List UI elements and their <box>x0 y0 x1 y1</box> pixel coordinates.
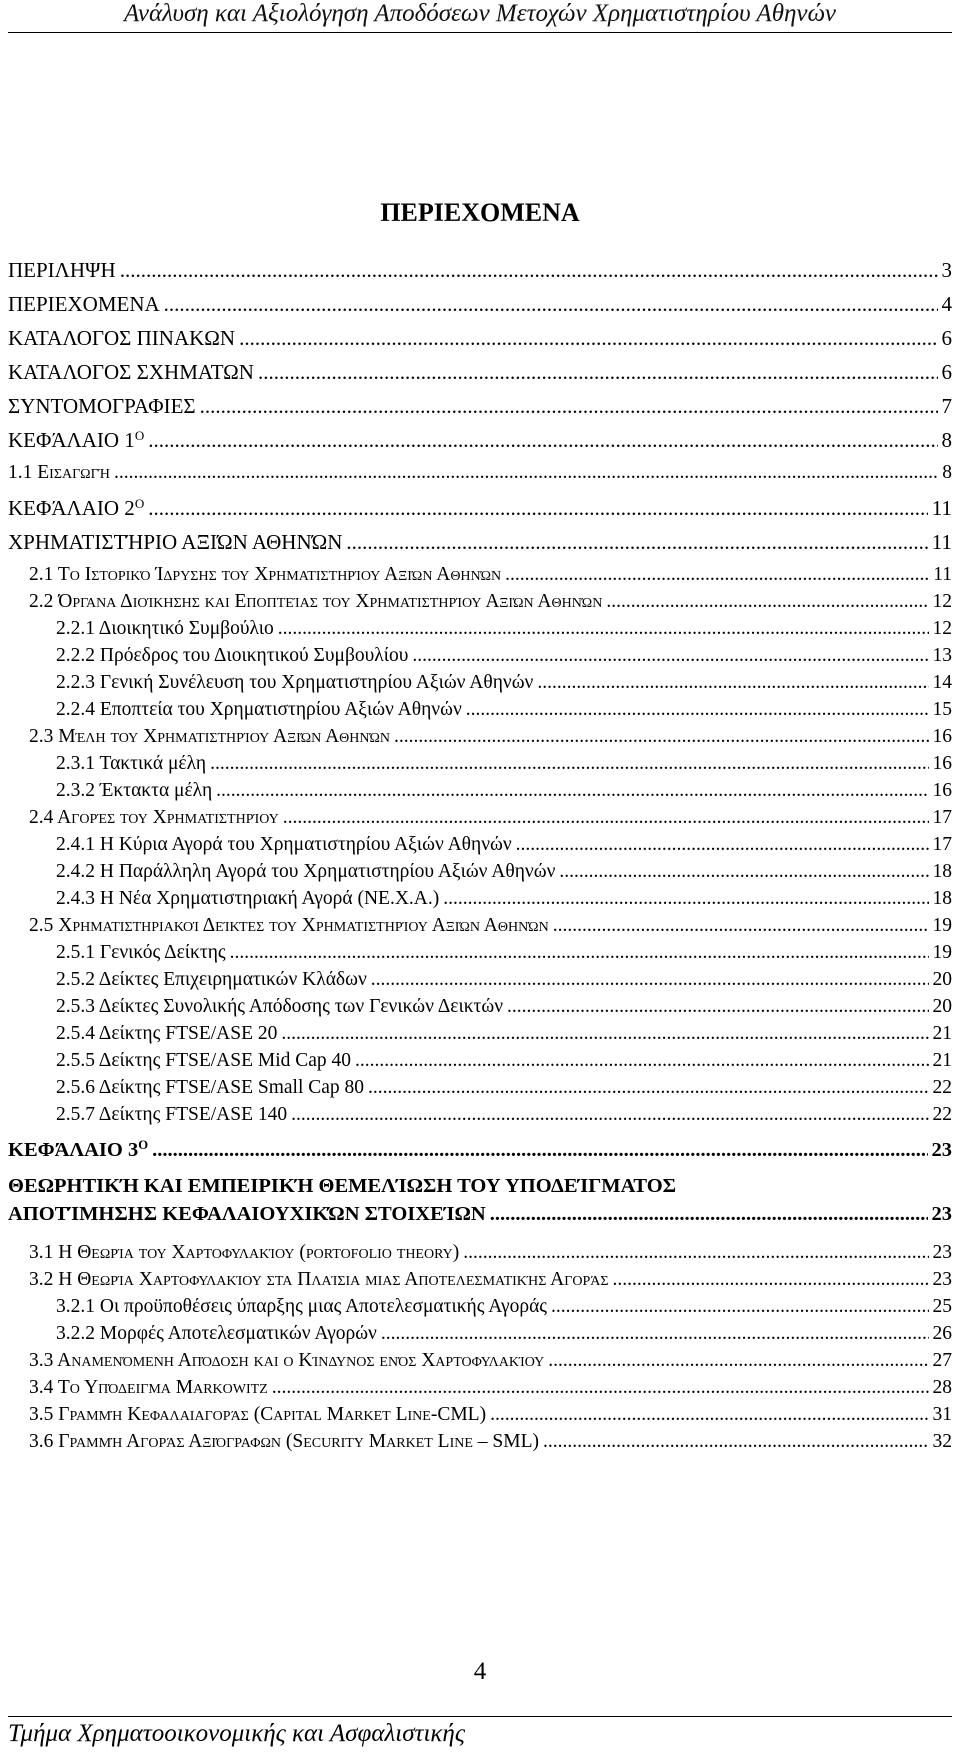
toc-entry[interactable] <box>8 360 952 385</box>
leader-dots <box>381 1323 929 1345</box>
ordinal-superscript: Ο <box>134 428 145 443</box>
toc-page: 18 <box>932 888 952 909</box>
leader-dots <box>114 462 938 484</box>
toc-label: 2.5.6 Δείκτης FTSE/ASE Small Cap 80 <box>56 1077 365 1098</box>
toc-page: 8 <box>942 462 952 483</box>
leader-dots <box>551 1296 928 1318</box>
toc-label-line2: ΑΠΟΤΊΜΗΣΗΣ ΚΕΦΑΛΑΙΟΥΧΙΚΏΝ ΣΤΟΙΧΕΊΩΝ <box>8 1203 486 1225</box>
toc-entry[interactable] <box>8 942 952 964</box>
leader-dots <box>466 699 929 721</box>
running-header: Ανάλυση και Αξιολόγηση Αποδόσεων Μετοχών Χρηματιστηρίου Αθηνών <box>123 0 837 27</box>
toc-label: 2.3 Μέλη του Χρηματιστηρίου Αξιών Αθηνών <box>29 726 391 747</box>
leader-dots <box>258 360 938 385</box>
leader-dots <box>368 1077 928 1099</box>
leader-dots <box>281 1023 928 1045</box>
toc-entry[interactable] <box>8 888 952 910</box>
header-rule <box>8 32 952 33</box>
toc-page: 19 <box>932 915 952 936</box>
toc-page: 23 <box>932 1269 952 1290</box>
toc-label: 2.3.2 Έκτακτα μέλη <box>56 780 213 801</box>
toc-entry[interactable] <box>8 969 952 991</box>
toc-entry[interactable] <box>8 394 952 419</box>
toc-label: ΚΑΤΑΛΟΓΟΣ ΣΧΗΜΑΤΩΝ <box>8 360 254 384</box>
toc-label: 1.1 Εισαγωγή <box>8 462 110 483</box>
toc-entry[interactable] <box>8 462 952 484</box>
toc-label: 2.2.2 Πρόεδρος του Διοικητικού Συμβουλίου <box>56 645 409 666</box>
toc-label: 2.5.3 Δείκτες Συνολικής Απόδοσης των Γενικών Δεικτών <box>56 996 504 1017</box>
toc-label: 2.5.7 Δείκτης FTSE/ASE 140 <box>56 1104 288 1125</box>
toc-entry-line2 <box>8 1200 952 1228</box>
toc-entry[interactable] <box>8 292 952 317</box>
toc-entry[interactable] <box>8 618 952 640</box>
toc-page: 4 <box>941 292 952 316</box>
leader-dots <box>463 1242 928 1264</box>
toc-entry[interactable] <box>8 530 952 555</box>
toc-label: 2.2 Όργανα Διοίκησης και Εποπτείας του Χρηματιστηρίου Αξιών Αθηνών <box>29 591 603 612</box>
chapter-label: ΚΕΦΆΛΑΙΟ 3 <box>8 1138 139 1161</box>
chapter-label: ΚΕΦΆΛΑΙΟ 2 <box>8 496 135 521</box>
toc-page: 12 <box>932 591 952 612</box>
toc-label: ΣΥΝΤΟΜΟΓΡΑΦΙΕΣ <box>8 394 196 418</box>
toc-label-line1: ΘΕΩΡΗΤΙΚΉ ΚΑΙ ΕΜΠΕΙΡΙΚΉ ΘΕΜΕΛΊΩΣΗ ΤΟΥ ΥΠΟΔΕΊΓΜΑΤΟΣ <box>8 1175 677 1197</box>
toc-label: 2.5.4 Δείκτης FTSE/ASE 20 <box>56 1023 278 1044</box>
toc-label: 2.3.1 Τακτικά μέλη <box>56 753 207 774</box>
toc-page: 7 <box>941 394 952 418</box>
toc-entry[interactable] <box>8 726 952 748</box>
toc-entry[interactable] <box>8 1404 952 1426</box>
toc-label <box>8 496 144 521</box>
toc-page: 16 <box>932 726 952 747</box>
leader-dots <box>120 258 938 283</box>
leader-dots <box>148 428 937 453</box>
toc-label: 3.1 Η Θεωρία του Χαρτοφυλακίου (portofolio theory) <box>29 1242 460 1263</box>
toc-page: 23 <box>931 1138 952 1161</box>
ordinal-superscript: Ο <box>134 496 145 511</box>
leader-dots <box>152 1139 927 1162</box>
toc-page: 21 <box>932 1023 952 1044</box>
toc-label: 3.2.1 Οι προϋποθέσεις ύπαρξης μιας Αποτελεσματικής Αγοράς <box>56 1296 548 1317</box>
leader-dots <box>148 496 928 521</box>
toc-label: 3.3 Αναμενόμενη Απόδοση και ο Κίνδυνος ενός Χαρτοφυλακίου <box>29 1350 545 1371</box>
toc-entry[interactable] <box>8 564 952 586</box>
toc-label: ΠΕΡΙΛΗΨΗ <box>8 258 116 282</box>
toc-page: 23 <box>931 1203 952 1225</box>
toc-entry[interactable] <box>8 1377 952 1399</box>
toc-label: ΚΑΤΑΛΟΓΟΣ ΠΙΝΑΚΩΝ <box>8 326 236 350</box>
toc-label: 3.2.2 Μορφές Αποτελεσματικών Αγορών <box>56 1323 377 1344</box>
leader-dots <box>537 672 928 694</box>
toc-page: 22 <box>932 1077 952 1098</box>
toc-entry[interactable] <box>8 1077 952 1099</box>
leader-dots <box>443 888 928 910</box>
toc-page: 11 <box>931 496 952 521</box>
toc-page: 15 <box>932 699 952 720</box>
toc-entry[interactable] <box>8 645 952 667</box>
leader-dots <box>291 1104 928 1126</box>
leader-dots <box>355 1050 928 1072</box>
leader-dots <box>412 645 928 667</box>
toc-page: 32 <box>932 1431 952 1452</box>
toc-label <box>8 428 144 453</box>
leader-dots <box>200 394 938 419</box>
leader-dots <box>490 1200 928 1228</box>
toc-entry[interactable] <box>8 428 952 453</box>
toc-entry[interactable] <box>8 1104 952 1126</box>
toc-page: 6 <box>941 326 952 350</box>
leader-dots <box>272 1377 929 1399</box>
leader-dots <box>278 618 929 640</box>
toc-entry[interactable] <box>8 1023 952 1045</box>
toc-label: 2.5.5 Δείκτης FTSE/ASE Mid Cap 40 <box>56 1050 352 1071</box>
leader-dots <box>283 807 929 829</box>
toc-entry[interactable] <box>8 861 952 883</box>
toc-entry[interactable] <box>8 496 952 521</box>
page-number: 4 <box>473 1658 487 1685</box>
leader-dots <box>543 1431 929 1453</box>
toc-entry[interactable] <box>8 753 952 775</box>
toc-label: ΧΡΗΜΑΤΙΣΤΉΡΙΟ ΑΞΙΏΝ ΑΘΗΝΏΝ <box>8 530 343 554</box>
toc-label: 3.4 Το Υπόδειγμα Markowitz <box>29 1377 268 1398</box>
toc-entry[interactable] <box>8 1350 952 1372</box>
leader-dots <box>394 726 928 748</box>
toc-page: 3 <box>941 258 952 282</box>
toc-label: 2.5 Χρηματιστηριακοί Δείκτες του Χρηματιστηρίου Αξιών Αθηνών <box>29 915 549 936</box>
toc-page: 17 <box>932 807 952 828</box>
toc-entry[interactable] <box>8 1269 952 1291</box>
leader-dots <box>507 996 928 1018</box>
toc-entry[interactable] <box>8 1050 952 1072</box>
toc-entry[interactable] <box>8 699 952 721</box>
leader-dots <box>346 530 927 555</box>
leader-dots <box>505 564 929 586</box>
leader-dots <box>216 780 928 802</box>
toc-page: 14 <box>932 672 952 693</box>
toc-label: 3.2 Η Θεωρία Χαρτοφυλακίου στα Πλαίσια μιας Αποτελεσματικής Αγοράς <box>29 1269 609 1290</box>
toc-label: 3.6 Γραμμή Αγοράς Αξιόγραφων (Security Market Line – SML) <box>29 1431 539 1452</box>
toc-page: 25 <box>932 1296 952 1317</box>
toc-label: 2.2.1 Διοικητικό Συμβούλιο <box>56 618 274 639</box>
leader-dots <box>210 753 928 775</box>
toc-page: 22 <box>932 1104 952 1125</box>
toc-label <box>8 1138 148 1162</box>
toc-label: 2.4.3 Η Νέα Χρηματιστηριακή Αγορά (ΝΕ.Χ.Α.) <box>56 888 440 909</box>
toc-entry[interactable] <box>8 1296 952 1318</box>
toc-page: 27 <box>932 1350 952 1371</box>
toc-entry[interactable] <box>8 996 952 1018</box>
toc-entry[interactable] <box>8 672 952 694</box>
leader-dots <box>553 915 929 937</box>
toc-page: 6 <box>941 360 952 384</box>
leader-dots <box>516 834 929 856</box>
toc-entry[interactable] <box>8 834 952 856</box>
toc-page: 16 <box>932 753 952 774</box>
toc-entry[interactable] <box>8 326 952 351</box>
toc-page: 21 <box>932 1050 952 1071</box>
toc-entry[interactable] <box>8 258 952 283</box>
toc-page: 20 <box>932 996 952 1017</box>
toc-page: 23 <box>932 1242 952 1263</box>
toc-label: 2.4.2 Η Παράλληλη Αγορά του Χρηματιστηρίου Αξιών Αθηνών <box>56 861 556 882</box>
leader-dots <box>613 1269 929 1291</box>
leader-dots <box>230 942 929 964</box>
leader-dots <box>371 969 929 991</box>
toc-label: 2.1 Το Ιστορικό Ίδρυσης του Χρηματιστηρίου Αξιών Αθηνών <box>29 564 502 585</box>
toc-label: 2.2.4 Εποπτεία του Χρηματιστηρίου Αξιών Αθηνών <box>56 699 462 720</box>
toc-label: 2.4 Αγορές του Χρηματιστηρίου <box>29 807 279 828</box>
toc-entry[interactable] <box>8 1242 952 1264</box>
leader-dots <box>548 1350 928 1372</box>
toc-label: 2.4.1 Η Κύρια Αγορά του Χρηματιστηρίου Αξιών Αθηνών <box>56 834 512 855</box>
toc-page: 28 <box>932 1377 952 1398</box>
leader-dots <box>239 326 937 351</box>
toc-entry[interactable] <box>8 1138 952 1162</box>
toc-entry-multiline[interactable] <box>8 1172 952 1228</box>
toc-page: 18 <box>932 861 952 882</box>
toc-entry[interactable] <box>8 780 952 802</box>
footer-department: Τμήμα Χρηματοοικονομικής και Ασφαλιστικής <box>8 1720 465 1747</box>
toc-page: 26 <box>932 1323 952 1344</box>
toc-label: 2.2.3 Γενική Συνέλευση του Χρηματιστηρίου Αξιών Αθηνών <box>56 672 534 693</box>
toc-entry[interactable] <box>8 591 952 613</box>
leader-dots <box>490 1404 928 1426</box>
toc-label: 2.5.1 Γενικός Δείκτης <box>56 942 226 963</box>
toc-page: 20 <box>932 969 952 990</box>
ordinal-superscript: Ο <box>138 1138 149 1152</box>
toc-page: 19 <box>932 942 952 963</box>
chapter-label: ΚΕΦΆΛΑΙΟ 1 <box>8 428 135 453</box>
leader-dots <box>164 292 938 317</box>
toc-entry[interactable] <box>8 1323 952 1345</box>
toc-page: 11 <box>931 530 952 554</box>
toc-page: 13 <box>932 645 952 666</box>
toc-label: 2.5.2 Δείκτες Επιχειρηματικών Κλάδων <box>56 969 367 990</box>
footer-rule <box>8 1716 952 1717</box>
toc-entry[interactable] <box>8 1431 952 1453</box>
toc-page: 16 <box>932 780 952 801</box>
toc-page: 12 <box>932 618 952 639</box>
toc-page: 8 <box>941 428 952 453</box>
toc-entry[interactable] <box>8 807 952 829</box>
toc-page: 17 <box>932 834 952 855</box>
toc-page: 31 <box>932 1404 952 1425</box>
toc-label: ΠΕΡΙΕΧΟΜΕΝΑ <box>8 292 160 316</box>
leader-dots <box>559 861 928 883</box>
leader-dots <box>606 591 928 613</box>
page-title: ΠΕΡΙΕΧΟΜΕΝΑ <box>380 198 580 227</box>
toc-entry[interactable] <box>8 915 952 937</box>
toc-page: 11 <box>933 564 952 585</box>
toc-label: 3.5 Γραμμή Κεφαλαιαγοράς (Capital Market Line-CML) <box>29 1404 487 1425</box>
